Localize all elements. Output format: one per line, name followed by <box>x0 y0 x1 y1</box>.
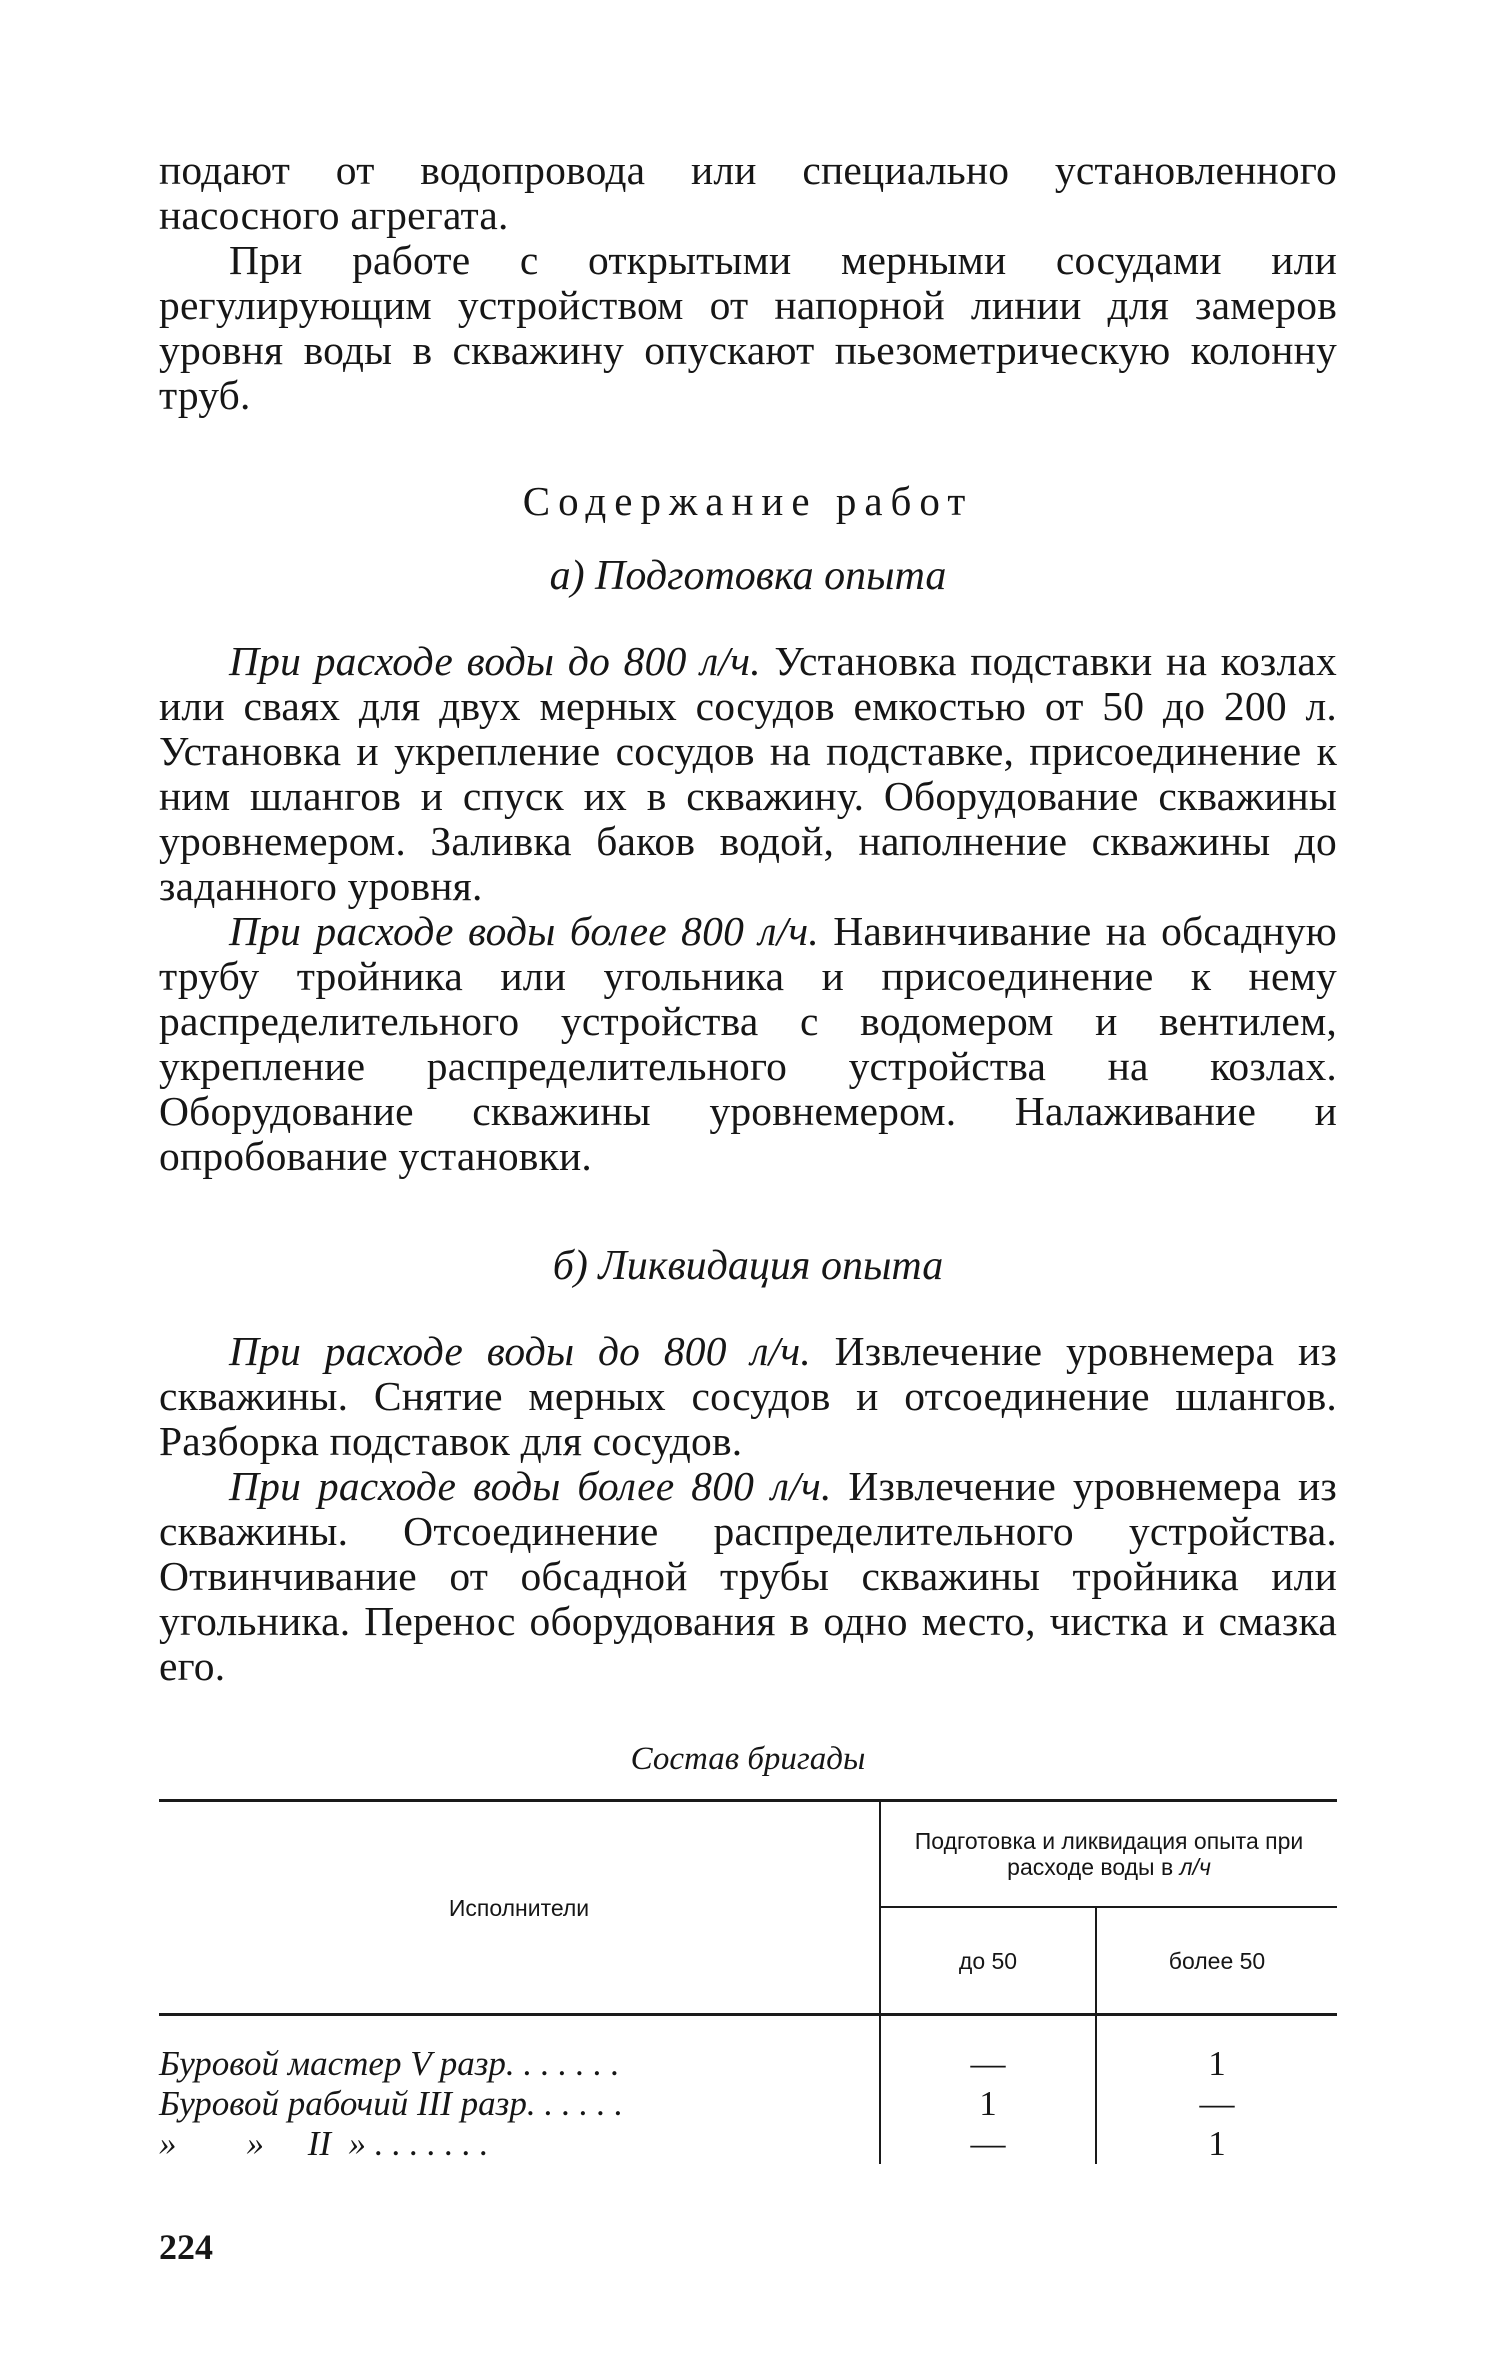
page-number: 224 <box>159 2227 213 2267</box>
paragraph-text: Извлечение уровнемера из скважины. Снятие мерных сосудов и отсоединение шлангов. Разборка подставок для сосудов. <box>159 1328 1337 1464</box>
preparation-paragraph-high-flow <box>159 909 1337 1179</box>
liquidation-paragraph-low-flow <box>159 1329 1337 1464</box>
subsection-heading-liquidation: б) Ликвидация опыта <box>552 1243 944 1289</box>
intro-paragraph-continued: подают от водопровода или специально установленного насосного агрегата. <box>159 147 1337 238</box>
cell-over-50: 1 <box>1208 2044 1226 2083</box>
book-page <box>159 148 1337 2164</box>
column-header-executors: Исполнители <box>159 1801 880 2015</box>
row-name: Буровой мастер V разр. . . . . . . <box>159 2015 880 2085</box>
section-heading: Содержание работ <box>522 478 974 524</box>
subsection-heading-preparation: а) Подготовка опыта <box>549 553 947 599</box>
paragraph-text: Навинчивание на обсадную трубу тройника или угольника и присоединение к нему распределительного устройства с водомером и вентилем, укрепление распределительного устройства на козлах. Оборудование скважины уровнемером. Налаживание и опробование установки. <box>159 908 1337 1179</box>
paragraph-text: Извлечение уровнемера из скважины. Отсоединение распределительного устройства. Отвинчивание от обсадной трубы скважины тройника или угольника. Перенос оборудования в одно место, чистка и смазка его. <box>159 1463 1337 1689</box>
table-row <box>159 2084 1337 2124</box>
row-name: Буровой рабочий III разр. . . . . . <box>159 2084 880 2124</box>
table-row <box>159 2015 1337 2085</box>
table-title: Состав бригады <box>630 1741 866 1777</box>
cell-over-50: 1 <box>1208 2124 1226 2163</box>
cell-over-50: — <box>1199 2084 1235 2123</box>
paragraph-lead: При расходе воды до 800 л/ч. <box>229 638 761 684</box>
liquidation-paragraph-high-flow <box>159 1464 1337 1689</box>
cell-up-to-50: — <box>880 2124 1096 2164</box>
paragraph-text: Установка подставки на козлах или сваях для двух мерных сосудов емкостью от 50 до 200 л. Установка и укрепление сосудов на подставке, присоединение к ним шлангов и спуск их в скважину. Оборудование скважины уровнемером. Заливка баков водой, наполнение скважины до заданного уровня. <box>159 638 1338 909</box>
column-header-group <box>880 1801 1337 1908</box>
cell-up-to-50: — <box>880 2015 1096 2085</box>
cell-up-to-50: 1 <box>880 2084 1096 2124</box>
column-header-over-50: более 50 <box>1096 1907 1337 2015</box>
column-header-group-text: Подготовка и ликвидация опыта при расходе воды в <box>914 1828 1304 1880</box>
column-header-up-to-50: до 50 <box>880 1907 1096 2015</box>
intro-paragraph: При работе с открытыми мерными сосудами или регулирующим устройством от напорной линии для замеров уровня воды в скважину опускают пьезометрическую колонну труб. <box>159 237 1337 418</box>
preparation-paragraph-low-flow <box>159 639 1337 909</box>
paragraph-lead: При расходе воды до 800 л/ч. <box>229 1328 811 1374</box>
paragraph-lead: При расходе воды более 800 л/ч. <box>229 1463 832 1509</box>
column-header-unit: л/ч <box>1179 1854 1211 1880</box>
paragraph-lead: При расходе воды более 800 л/ч. <box>229 908 819 954</box>
row-name: » » II » . . . . . . . <box>159 2124 880 2164</box>
crew-table <box>159 1799 1337 2164</box>
table-row <box>159 2124 1337 2164</box>
